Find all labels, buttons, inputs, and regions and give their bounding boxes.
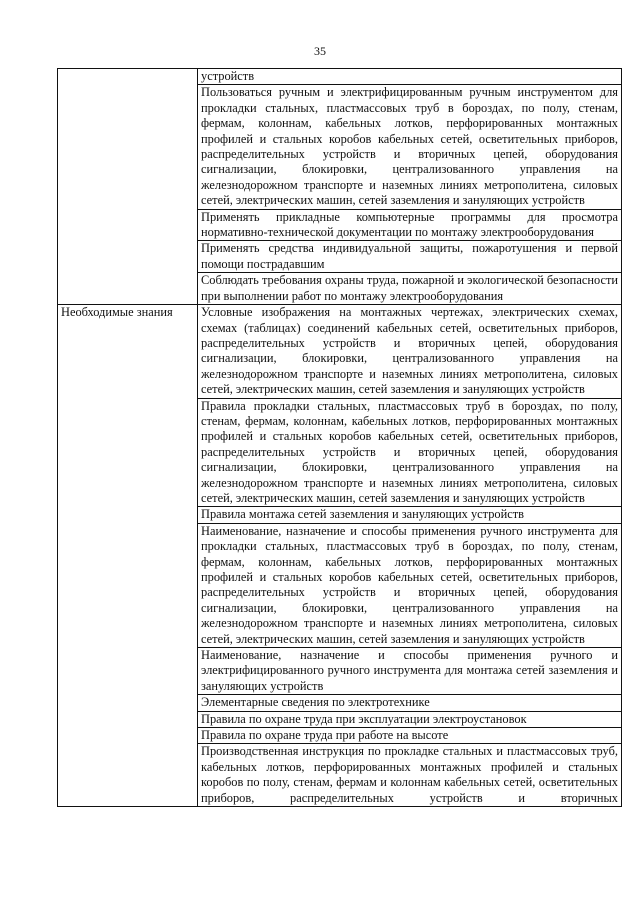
knowledge-cell: Элементарные сведения по электротехнике — [198, 695, 622, 711]
knowledge-cell: Наименование, назначение и способы применения ручного инструмента для прокладки стальных, пластмассовых труб в бороздах, по полу, стенам, фермам, колоннам, кабельных лотков, перфорированных монтажных профилей и стальных коробов кабельных сетей, осветительных приборов, распределительных устройств и вторичных цепей, оборудования сигнализации, блокировки, централизованного управления на железнодорожном транспорте и наземных линиях метрополитена, силовых сетей, электрических машин, сетей заземления и зануляющих устройств — [198, 523, 622, 647]
skill-cell: устройств — [198, 69, 622, 85]
knowledge-cell: Правила по охране труда при работе на высоте — [198, 728, 622, 744]
skill-cell: Применять прикладные компьютерные программы для просмотра нормативно-технической документации по монтажу электрооборудования — [198, 209, 622, 241]
knowledge-cell: Условные изображения на монтажных чертежах, электрических схемах, схемах (таблицах) соединений кабельных сетей, осветительных приборов, распределительных устройств и вторичных цепей, оборудования сигнализации, блокировки, централизованного управления на железнодорожном транспорте и наземных линиях метрополитена, силовых сетей, электрических машин, сетей заземления и зануляющих устройств — [198, 305, 622, 398]
page-number: 35 — [314, 44, 326, 58]
row-label-cell — [58, 69, 198, 305]
knowledge-cell: Производственная инструкция по прокладке стальных и пластмассовых труб, кабельных лотков, перфорированных монтажных профилей и стальных коробов по полу, стенам, фермам и колоннам кабельных сетей, осветительных приборов, распределительных устройств и вторичных — [198, 744, 622, 807]
skill-cell: Соблюдать требования охраны труда, пожарной и экологической безопасности при выполнении работ по монтажу электрооборудования — [198, 273, 622, 305]
knowledge-cell: Правила прокладки стальных, пластмассовых труб в бороздах, по полу, стенам, фермам, колоннам, кабельных лотков, перфорированных монтажных профилей и стальных коробов кабельных сетей, осветительных приборов, распределительных устройств и вторичных цепей, оборудования сигнализации, блокировки, централизованного управления на железнодорожном транспорте и наземных линиях метрополитена, силовых сетей, электрических машин, сетей заземления и зануляющих устройств — [198, 398, 622, 507]
table-row — [58, 305, 622, 398]
knowledge-label: Необходимые знания — [58, 305, 198, 807]
table-row — [58, 69, 622, 85]
skill-cell: Пользоваться ручным и электрифицированным ручным инструментом для прокладки стальных, пластмассовых труб в бороздах, по полу, стенам, фермам, колоннам, кабельных лотков, перфорированных монтажных профилей и стальных коробов кабельных сетей, осветительных приборов, распределительных устройств и вторичных цепей, оборудования сигнализации, блокировки, централизованного управления на железнодорожном транспорте и наземных линиях метрополитена, силовых сетей, электрических машин, сетей заземления и зануляющих устройств — [198, 85, 622, 209]
skill-cell: Применять средства индивидуальной защиты, пожаротушения и первой помощи пострадавшим — [198, 241, 622, 273]
knowledge-cell: Правила по охране труда при эксплуатации электроустановок — [198, 711, 622, 727]
requirements-table — [57, 68, 622, 807]
knowledge-cell: Наименование, назначение и способы применения ручного и электрифицированного ручного инструмента для монтажа сетей заземления и зануляющих устройств — [198, 648, 622, 695]
knowledge-cell: Правила монтажа сетей заземления и зануляющих устройств — [198, 507, 622, 523]
